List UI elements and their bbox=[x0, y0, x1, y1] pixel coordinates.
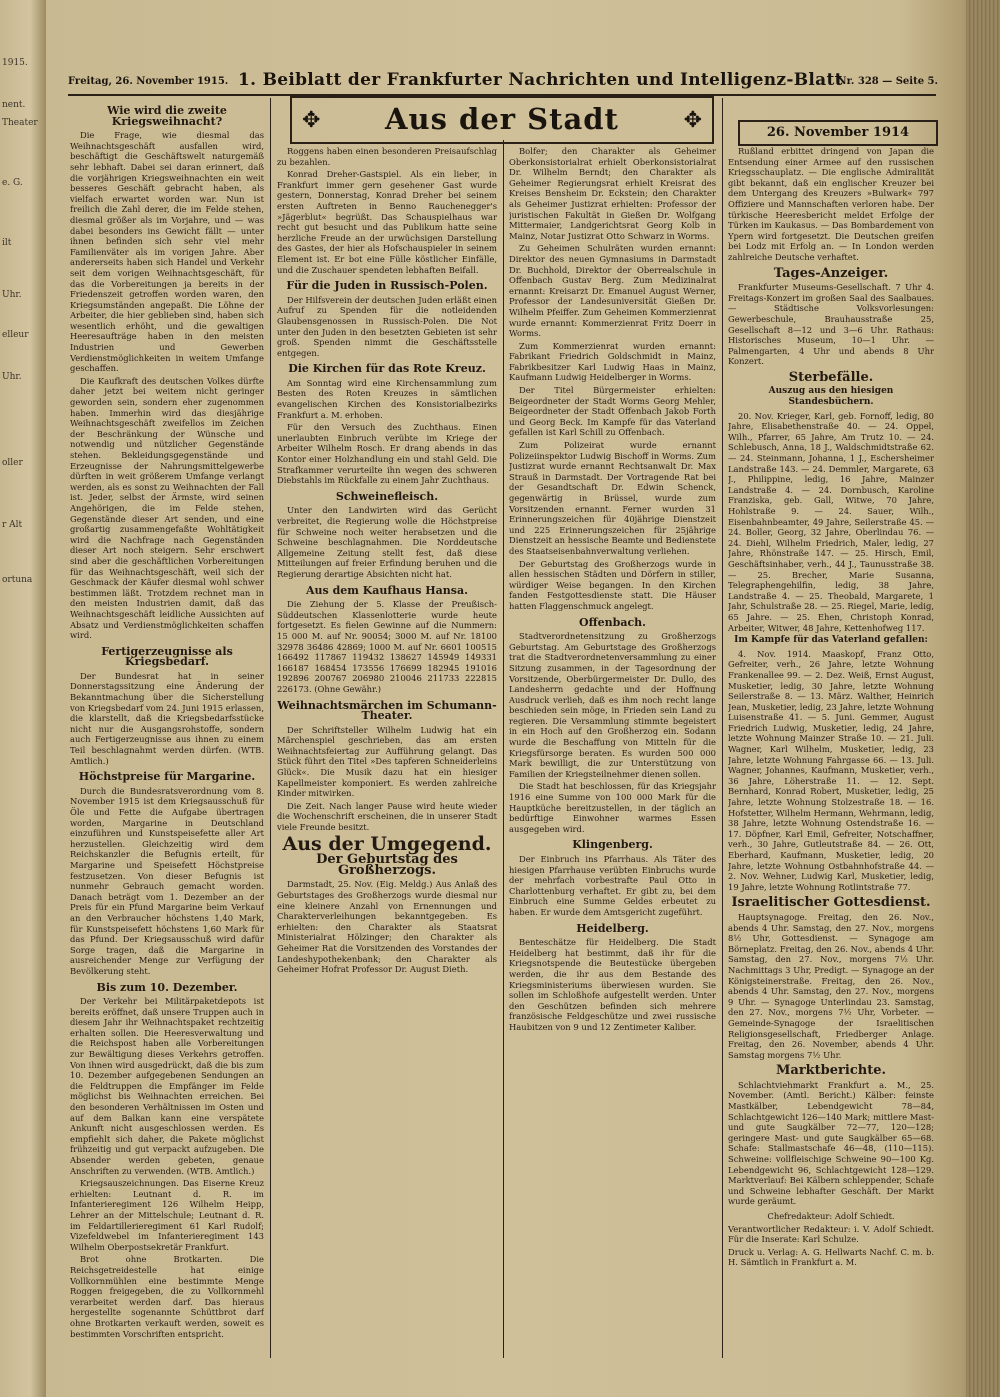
article-paragraph: Darmstadt, 25. Nov. (Eig. Meldg.) Aus Anlaß des Geburtstages des Großherzogs wurde diesmal nur eine kleinere Anzahl von Ernennungen und Charakterverleihungen bekanntgegeben. Es erhielten: den Charakter als Staatsrat Ministerialrat Hölzinger; den Charakter als Geheimer Rat die Vorsitzenden des Vorstandes der Landeshypothekenbank; den Charakter als Geheimer Hofrat Professor Dr. August Dieth. bbox=[277, 879, 497, 975]
article-heading: Der Geburtstag des Großherzogs. bbox=[316, 852, 458, 878]
page-binding bbox=[0, 0, 46, 1397]
binding-fragment: ilt bbox=[2, 238, 12, 248]
article-heading: Klingenberg. bbox=[572, 838, 653, 852]
article-paragraph: Der Titel Bürgermeister erhielten: Beigeordneter der Stadt Worms Georg Mehler, Beigeordneter der Stadt Offenbach Jakob Forth und Georg Beck. Im Kampfe für das Vaterland gefallen ist Karl Schill zu Offenbach. bbox=[509, 385, 716, 438]
page-header bbox=[68, 70, 938, 94]
article-paragraph: Der Verkehr bei Militärpaketdepots ist bereits eröffnet, daß unsere Truppen auch in diesem Jahr ihr Weihnachtspaket rechtzeitig erhalten sollen. Die Heeresverwaltung und die Reichspost haben alle Vorbereitungen zur Bewältigung dieses Verkehrs getroffen. Von ihnen wird ausgedrückt, daß die bis zum 10. Dezember aufgegebenen Sendungen an die Feldtruppen die Empfänger im Felde möglichst bis Weihnachten erreichen. Bei den besonderen Verhältnissen im Osten und auf dem Balkan kann eine verspätete Ankunft nicht ausgeschlossen werden. Es empfiehlt sich daher, die Pakete möglichst frühzeitig und gut verpackt aufzugeben. Die Absender werden gebeten, genaue Anschriften zu verwenden. (WTB. Amtlich.) bbox=[70, 996, 264, 1176]
article-paragraph: Roggens haben einen besonderen Preisaufschlag zu bezahlen. bbox=[277, 146, 497, 167]
article-subheading: Im Kampfe für das Vaterland gefallen: bbox=[734, 635, 928, 646]
article-paragraph: Stadtverordnetensitzung zu Großherzogs Geburtstag. Am Geburtstage des Großherzogs trat die Stadtverordnetenversammlung zu einer Sitzung zusammen, in der Tagesordnung der Vorsitzende, Oberbürgermeister Dr. Dullo, des Landesherrn gedachte und der Hoffnung Ausdruck verlieh, daß es ihm noch recht lange beschieden sein möge, in Frieden sein Land zu regieren. Die Versammlung stimmte begeistert in ein Hoch auf den Großherzog ein. Sodann wurde die Beschaffung von Mitteln für die Kriegsfürsorge beraten. Es wurden 500 000 Mark bewilligt, die zur Unterstützung von Familien der Kriegsteilnehmer dienen sollen. bbox=[509, 631, 716, 779]
article-heading: Bis zum 10. Dezember. bbox=[96, 980, 238, 994]
article-paragraph: Die Frage, wie diesmal das Weihnachtsgeschäft ausfallen wird, beschäftigt die Geschäftswelt naturgemäß sehr lebhaft. Dabei sei daran erinnert, daß die vorjährigen Kriegsweihnachten ein weit besseres Geschäft gebracht haben, als vielfach erwartet worden war. Nun ist freilich die Zahl derer, die im Felde stehen, diesmal größer als im Vorjahre, und — was dabei besonders ins Gewicht fällt — unter ihnen befinden sich sehr viel mehr Familienväter als im vorigen Jahre. Aber andererseits haben sich Handel und Verkehr seit dem vorigen Weihnachtsgeschäft, für das die Vorbereitungen ja bereits in der Friedenszeit getroffen worden waren, den Kriegsumständen angepaßt. Die Löhne der Arbeiter, die hier geblieben sind, haben sich wesentlich erhöht, und die gewaltigen Heeresaufträge haben in den meisten Industrien und Gewerben Verdienstmöglichkeiten in weitem Umfange geschaffen. bbox=[70, 130, 264, 374]
article-paragraph: Konrad Dreher-Gastspiel. Als ein lieber, in Frankfurt immer gern gesehener Gast wurde gestern, Donnerstag, Konrad Dreher bei seinem ersten Auftreten in Benno Rauchenegger's »Jägerblut« begrüßt. Das Schauspielhaus war recht gut besucht und das Publikum hatte seine herzliche Freude an der urwüchsigen Darstellung des Gastes, der hier als Hofschauspieler in seinem Element ist. Er bot eine Fülle köstlicher Einfälle, und die Zuschauer spendeten lebhaften Beifall. bbox=[277, 169, 497, 275]
binding-fragment: r Alt bbox=[2, 520, 23, 530]
date-box: 26. November 1914 bbox=[738, 120, 938, 146]
article-heading: Heidelberg. bbox=[576, 921, 649, 935]
article-heading: Tages-Anzeiger. bbox=[773, 265, 889, 281]
masthead: 1. Beiblatt der Frankfurter Nachrichten und Intelligenz-Blatt bbox=[238, 70, 843, 90]
article-heading: Aus dem Kaufhaus Hansa. bbox=[306, 583, 468, 597]
article-paragraph: Hauptsynagoge. Freitag, den 26. Nov., abends 4 Uhr. Samstag, den 27. Nov., morgens 8½ Uhr, Gottesdienst. — Synagoge am Börneplatz. Freitag, den 26. Nov., abends 4 Uhr. Samstag, den 27. Nov., morgens 7½ Uhr. Nachmittags 3 Uhr, Predigt. — Synagoge an der Königsteinerstraße. Freitag, den 26. Nov., abends 4 Uhr. Samstag, den 27. Nov., morgens 9 Uhr. — Synagoge Unterlindau 23. Samstag, den 27. Nov., morgens 7½ Uhr, Vorbeter. — Gemeinde-Synagoge der Israelitischen Religionsgesellschaft, Friedberger Anlage. Freitag, den 26. November, abends 4 Uhr. Samstag morgens 7½ Uhr. bbox=[728, 911, 934, 1060]
ornament-icon: ✥ bbox=[683, 108, 702, 133]
column-1 bbox=[70, 100, 264, 1362]
article-paragraph: Unter den Landwirten wird das Gerücht verbreitet, die Regierung wolle die Höchstpreise für Schweine noch weiter herabsetzen und die Schweine beschlagnahmen. Die Norddeutsche Allgemeine Zeitung stellt fest, daß diese Mitteilungen auf freier Erfindung beruhen und die Regierung derartige Absichten nicht hat. bbox=[277, 505, 497, 579]
article-heading: Marktberichte. bbox=[776, 1063, 886, 1079]
binding-fragment: ortuna bbox=[2, 575, 33, 585]
article-paragraph: Benteschätze für Heidelberg. Die Stadt Heidelberg hat bestimmt, daß ihr für die Kriegsnotspende die Beutestücke übergeben werden, die ihr aus dem Bestande des Kriegsministeriums überwiesen wurden. Sie sollen im Schloßhofe aufgestellt werden. Unter den Geschützen befinden sich mehrere französische Feldgeschütze und zwei russische Haubitzen von 9 und 12 Zentimeter Kaliber. bbox=[509, 937, 716, 1032]
article-paragraph: Der Bundesrat hat in seiner Donnerstagssitzung eine Änderung der Bekanntmachung über die Sicherstellung von Kriegsbedarf vom 24. Juni 1915 erlassen, die klarstellt, daß die Kriegsbedarfsstücke nicht nur die Ausgangsrohstoffe, sondern auch Fertigerzeugnisse aus ihnen zu einem Teil beschlagnahmt werden dürfen. (WTB. Amtlich.) bbox=[70, 670, 264, 766]
column-rule bbox=[503, 140, 504, 1358]
section-heading: Aus der Umgegend. bbox=[282, 832, 492, 855]
article-subheading: Auszug aus den hiesigen Standesbüchern. bbox=[768, 386, 894, 408]
column-rule bbox=[722, 98, 723, 1358]
article-heading: Israelitischer Gottesdienst. bbox=[731, 895, 931, 911]
fallen-notices: 4. Nov. 1914. Maaskopf, Franz Otto, Gefreiter, verh., 26 Jahre, letzte Wohnung Frankenallee 99. — 2. Dez. Weiß, Ernst August, Musketier, ledig, 30 Jahre, letzte Wohnung Seilerstraße 8. — 13. März. Walther, Heinrich Jean, Musketier, ledig, 23 Jahre, letzte Wohnung Luisenstraße 41. — 5. Juni. Gemmer, August Friedrich Ludwig, Musketier, ledig, 24 Jahre, letzte Wohnung Mainzer Straße 10. — 21. Juli. Wagner, Karl Wilhelm, Musketier, ledig, 23 Jahre, letzte Wohnung Fahrgasse 66. — 13. Juli. Wagner, Johannes, Kaufmann, Musketier, verh., 36 Jahre, Löherstraße 11. — 12. Sept. Bernhard, Konrad Robert, Musketier, ledig, 25 Jahre, letzte Wohnung Stolzestraße 18. — 16. Hofstetter, Wilhelm Hermann, Wehrmann, ledig, 38 Jahre, letzte Wohnung Ostendstraße 16. — 17. Döpfner, Karl Emil, Gefreiter, Notschaffner, verh., 30 Jahre, Gutleutstraße 84. — 26. Ott, Eberhard, Kaufmann, Musketier, ledig, 20 Jahre, letzte Wohnung Ostbahnhofstraße 44. — 2. Nov. Wehner, Ludwig Karl, Musketier, ledig, 19 Jahre, letzte Wohnung Rotlintstraße 77. bbox=[728, 648, 934, 892]
binding-fragment: Uhr. bbox=[2, 372, 22, 382]
article-heading: Für die Juden in Russisch-Polen. bbox=[286, 279, 488, 293]
page-edge bbox=[966, 0, 1000, 1397]
column-rule bbox=[270, 98, 271, 1358]
imprint-line: Verantwortlicher Redakteur: i. V. Adolf Schiedt. Für die Inserate: Karl Schulze. bbox=[728, 1223, 934, 1245]
article-heading: Wie wird die zweite Kriegsweihnacht? bbox=[107, 104, 227, 128]
article-paragraph: Durch die Bundesratsverordnung vom 8. November 1915 ist dem Kriegsausschuß für Öle und Fette die Aufgabe übertragen worden, Margarine in Deutschland einzuführen und Kunstspeisefette aller Art herzustellen. Gleichzeitig wird dem Reichskanzler die Befugnis erteilt, für Margarine und Speisefett Höchstpreise festzusetzen. Von dieser Befugnis ist nunmehr Gebrauch gemacht worden. Danach beträgt vom 1. Dezember an der Preis für ein Pfund Margarine beim Verkauf an den Verbraucher höchstens 1,40 Mark, für Kunstspeisefett höchstens 1,60 Mark für das Pfund. Der Kriegsausschuß wird dafür Sorge tragen, daß die Margarine in ausreichender Menge zur Verfügung der Bevölkerung steht. bbox=[70, 785, 264, 976]
article-paragraph: Der Einbruch ins Pfarrhaus. Als Täter des hiesigen Pfarrhause verübten Einbruchs wurde der mehrfach vorbestrafte Paul Otto in Charlottenburg verhaftet. Er gibt zu, bei dem Einbruch eine Summe Geldes erbeutet zu haben. Er wurde dem Amtsgericht zugeführt. bbox=[509, 854, 716, 917]
issue-date: Freitag, 26. November 1915. bbox=[68, 76, 229, 87]
binding-fragment: Theater bbox=[2, 118, 38, 128]
death-notices: 20. Nov. Krieger, Karl, geb. Fornoff, ledig, 80 Jahre, Elisabethenstraße 40. — 24. Oppel, Wilh., Pfarrer, 65 Jahre, Am Trutz 10. — 24. Schlebusch, Anna, 18 J., Waldschmidtstraße 62. — 24. Steinmann, Johanna, 1 J., Eschersheimer Landstraße 143. — 24. Demmler, Margarete, 63 J., Philippine, ledig, 16 Jahre, Mainzer Landstraße 4. — 24. Dornbusch, Karoline Franziska, geb. Gall, Witwe, 70 Jahre, Hohlstraße 9. — 24. Sauer, Wilh., Eisenbahnbeamter, 49 Jahre, Seilerstraße 45. — 24. Boller, Georg, 32 Jahre, Oberlindau 76. — 24. Diehl, Wilhelm Friedrich, Maler, ledig, 27 Jahre, Rhönstraße 147. — 25. Hirsch, Emil, Geschäftsinhaber, verh., 44 J., Taunusstraße 38. — 25. Brecher, Marie Susanna, Telegraphengehilfin, ledig, 38 Jahre, Landstraße 4. — 25. Theobald, Margarete, 1 Jahr, Schulstraße 28. — 25. Riegel, Marie, ledig, 65 Jahre. — 25. Ehen, Christoph Konrad, Arbeiter, Witwer, 48 Jahre, Kettenhofweg 117. bbox=[728, 410, 934, 633]
ornament-icon: ✥ bbox=[302, 108, 321, 133]
article-paragraph: Für den Versuch des Zuchthaus. Einen unerlaubten Einbruch verübte im Kriege der Arbeiter Wilhelm Rosch. Er drang abends in das Kontor einer Holzhandlung ein und stahl Geld. Die Strafkammer verurteilte ihn wegen des schweren Diebstahls im Rückfalle zu einem Jahr Zuchthaus. bbox=[277, 422, 497, 486]
article-paragraph: Kriegsauszeichnungen. Das Eiserne Kreuz erhielten: Leutnant d. R. im Infanterieregiment 126 Wilhelm Heipp, Lehrer an der Mittelschule; Leutnant d. R. im Feldartillerieregiment 61 Karl Rudolf; Vizefeldwebel im Infanterieregiment 143 Wilhelm Oberpostsekretär Frankfurt. bbox=[70, 1178, 264, 1252]
page-number: Nr. 328 — Seite 5. bbox=[837, 76, 938, 87]
article-paragraph: Zum Kommerzienrat wurden ernannt: Fabrikant Friedrich Goldschmidt in Mainz, Fabrikbesitzer Karl Ludwig Haas in Mainz, Kaufmann Ludwig Heidelberger in Worms. bbox=[509, 340, 716, 383]
article-paragraph: Frankfurter Museums-Gesellschaft. 7 Uhr 4. Freitags-Konzert im großen Saal des Saalbaues. — Städtische Volksvorlesungen: Gewerbeschule, Brauhausstraße 25, Gesellschaft 8—12 und 3—6 Uhr. Rathaus: Historisches Museum, 10—1 Uhr. — Palmengarten, 4 Uhr und abends 8 Uhr Konzert. bbox=[728, 282, 934, 367]
column-4 bbox=[728, 146, 934, 1362]
binding-fragment: nent. bbox=[2, 100, 26, 110]
article-paragraph: Der Hilfsverein der deutschen Juden erläßt einen Aufruf zu Spenden für die notleidenden Glaubensgenossen in Russisch-Polen. Die Not unter den Juden in den besetzten Gebieten ist sehr groß. Spenden nimmt die Geschäftsstelle entgegen. bbox=[277, 294, 497, 358]
imprint-line: Chefredakteur: Adolf Schiedt. bbox=[767, 1211, 895, 1221]
column-2 bbox=[277, 146, 497, 1362]
article-heading: Schweinefleisch. bbox=[335, 489, 439, 503]
article-paragraph: Der Schriftsteller Wilhelm Ludwig hat ein Märchenspiel geschrieben, das am ersten Weihnachtsfeiertag zur Aufführung gelangt. Das Stück führt den Titel »Des tapferen Schneiderleins Glück«. Die Musik dazu hat ein hiesiger Kapellmeister komponiert. Es werden zahlreiche Kinder mitwirken. bbox=[277, 724, 497, 799]
column-3 bbox=[509, 146, 716, 1362]
article-paragraph: Die Kaufkraft des deutschen Volkes dürfte daher jetzt bei weitem nicht geringer geworden sein, sondern eher zugenommen haben. Immerhin wird das diesjährige Weihnachtsgeschäft zweifellos im Zeichen der Beschränkung der Wünsche und notwendig und nützlicher Gegenstände stehen. Bekleidungsgegenstände und Erzeugnisse der Nahrungsmittelgewerbe dürften in weit größerem Umfange verlangt werden, als es sonst zu Weihnachten der Fall ist. Jeder, selbst der Ärmste, wird seinen Angehörigen, die im Felde stehen, Gegenstände dieser Art senden, und eine großartig zusammengefaßte Wohltätigkeit wird die Nachfrage nach Gegenständen dieser Art noch steigern. Sehr erschwert sind aber die geschäftlichen Vorbereitungen für das Weihnachtsgeschäft, weil sich der Geschmack der Käufer diesmal wohl schwer bestimmen läßt. Trotzdem rechnet man in den meisten Industrien damit, daß das Weihnachtsgeschäft leidliche Aussichten auf Absatz und Verdienstmöglichkeiten schaffen wird. bbox=[70, 375, 264, 641]
section-title-box bbox=[290, 96, 714, 144]
article-paragraph: Die Ziehung der 5. Klasse der Preußisch-Süddeutschen Klassenlotterie wurde heute fortgesetzt. Es fielen Gewinne auf die Nummern: 15 000 M. auf Nr. 90054; 3000 M. auf Nr. 18100 32978 36486 42869; 1000 M. auf Nr. 6601 100515 166492 117867 119432 138627 145949 149331 166187 168454 173556 176699 182945 191016 192896 200767 206980 210046 211733 222815 226173. (Ohne Gewähr.) bbox=[277, 599, 497, 694]
article-heading: Fertigerzeugnisse als Kriegsbedarf. bbox=[101, 644, 233, 669]
article-heading: Weihnachtsmärchen im Schumann-Theater. bbox=[277, 698, 497, 723]
article-paragraph: Rußland erbittet dringend von Japan die Entsendung einer Armee auf den russischen Kriegsschauplatz. — Die englische Admiralität gibt bekannt, daß ein englischer Kreuzer bei dem Untergang des Kreuzers »Bulwark« 797 Offiziere und Mannschaften verloren habe. Der türkische Heeresbericht meldet Erfolge der Türken im Kaukasus. — Das Bombardement von Ypern wird fortgesetzt. Die Deutschen greifen bei Lodz mit Erfolg an. — In London werden zahlreiche Deutsche verhaftet. bbox=[728, 146, 934, 262]
article-paragraph: Die Stadt hat beschlossen, für das Kriegsjahr 1916 eine Summe von 100 000 Mark für die Hauptküche bereitzustellen, in der täglich an bedürftige Einwohner warmes Essen ausgegeben wird. bbox=[509, 781, 716, 834]
article-heading: Die Kirchen für das Rote Kreuz. bbox=[288, 362, 486, 376]
article-paragraph: Bolfer; den Charakter als Geheimer Oberkonsistorialrat erhielt Oberkonsistorialrat Dr. Wilhelm Berndt; den Charakter als Geheimer Regierungsrat erhielt Kreisrat des Kreises Bensheim Dr. Eckstein; den Charakter als Geheimer Justizrat erhielten: Professor der juristischen Fakultät in Gießen Dr. Wolfgang Mittermaier, Landgerichtsrat Georg Kolb in Mainz, Notar Justizrat Otto Schwarz in Worms. bbox=[509, 146, 716, 241]
section-title: Aus der Stadt bbox=[385, 102, 619, 136]
imprint-line: Druck u. Verlag: A. G. Hellwarts Nachf. C. m. b. H. Sämtlich in Frankfurt a. M. bbox=[728, 1246, 934, 1268]
article-heading: Höchstpreise für Margarine. bbox=[78, 770, 256, 784]
binding-fragment: Uhr. bbox=[2, 290, 22, 300]
binding-fragment: oller bbox=[2, 458, 23, 468]
binding-fragment: 1915. bbox=[2, 58, 28, 68]
article-paragraph: Der Geburtstag des Großherzogs wurde in allen hessischen Städten und Dörfern in stiller, würdiger Weise begangen. In den Kirchen fanden Festgottesdienste statt. Die Häuser hatten Flaggenschmuck angelegt. bbox=[509, 558, 716, 611]
article-heading: Sterbefälle. bbox=[788, 369, 874, 385]
article-heading: Offenbach. bbox=[579, 615, 646, 629]
binding-fragment: elleur bbox=[2, 330, 29, 340]
binding-fragment: e. G. bbox=[2, 178, 23, 188]
article-paragraph: Zum Polizeirat wurde ernannt Polizeiinspektor Ludwig Bischoff in Worms. Zum Justizrat wurde ernannt Rechtsanwalt Dr. Max Strauß in Darmstadt. Der Vortragende Rat bei der Gesandtschaft Dr. Edwin Schenck, gegenwärtig in Brüssel, wurde zum Vorsitzenden ernannt. Ferner wurden 31 Erinnerungszeichen für 40jährige Dienstzeit und 225 Erinnerungszeichen für 25jährige Dienstzeit an hessische Beamte und Bedienstete des Staatseisenbahnverwaltung verliehen. bbox=[509, 440, 716, 556]
article-paragraph: Schlachtviehmarkt Frankfurt a. M., 25. November. (Amtl. Bericht.) Kälber: feinste Mastkälber, Lebendgewicht 78—84, Schlachtgewicht 126—140 Mark; mittlere Mast- und gute Saugkälber 72—77, 120—128; geringere Mast- und gute Saugkälber 65—68. Schafe: Stallmastschafe 46—48, (110—115). Schweine: vollfleischige Schweine 90—100 Kg. Lebendgewicht 96, Schlachtgewicht 128—129. Marktverlauf: Bei Kälbern schleppender, Schafe und Schweine lebhafter Geschäft. Der Markt wurde geräumt. bbox=[728, 1079, 934, 1207]
article-paragraph: Brot ohne Brotkarten. Die Reichsgetreidestelle hat einige Vollkornmühlen eine bestimmte Menge Roggen freigegeben, die zu Vollkornmehl verarbeitet werden darf. Das hieraus hergestellte sogenannte Schüttbrot darf ohne Brotkarten verkauft werden, soweit es bestimmten Vorschriften entspricht. bbox=[70, 1254, 264, 1339]
article-paragraph: Zu Geheimen Schulräten wurden ernannt: Direktor des neuen Gymnasiums in Darmstadt Dr. Buchhold, Direktor der Oberrealschule in Offenbach Gustav Berg. Zum Medizinalrat ernannt: Kreisarzt Dr. Emanuel August Werner, Professor der Landesuniversität Gießen Dr. Wilhelm Pfeiffer. Zum Geheimen Kommerzienrat wurde ernannt: Kommerzienrat Fritz Doerr in Worms. bbox=[509, 243, 716, 339]
article-paragraph: Am Sonntag wird eine Kirchensammlung zum Besten des Roten Kreuzes in sämtlichen evangelischen Kirchen des Konsistorialbezirks Frankfurt a. M. erhoben. bbox=[277, 377, 497, 420]
article-paragraph: Die Zeit. Nach langer Pause wird heute wieder die Wochenschrift erscheinen, die in unserer Stadt viele Freunde besitzt. bbox=[277, 800, 497, 833]
